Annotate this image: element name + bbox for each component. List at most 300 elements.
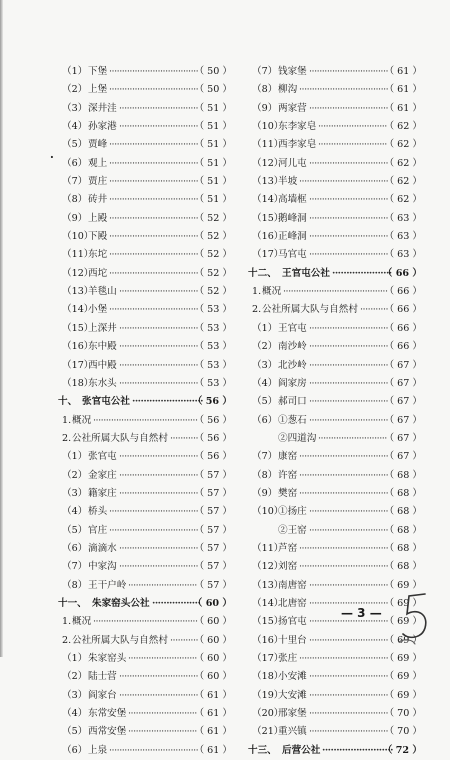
toc-entry-page: （ 53 ） bbox=[194, 377, 232, 389]
toc-entry bbox=[252, 338, 422, 356]
toc-entry-title: 籍家庄 bbox=[88, 487, 117, 499]
toc-entry bbox=[252, 687, 422, 705]
toc-entry-number: （4） bbox=[62, 506, 88, 518]
toc-entry-page: （ 53 ） bbox=[194, 322, 232, 334]
toc-entry bbox=[62, 577, 232, 595]
toc-entry-title: 河儿屯 bbox=[278, 157, 307, 169]
toc-entry-number: （4） bbox=[62, 708, 88, 720]
toc-entry bbox=[62, 173, 232, 191]
toc-entry bbox=[62, 265, 232, 283]
toc-entry-title: 北沙岭 bbox=[278, 359, 307, 371]
toc-leader-dots: ······························· bbox=[309, 322, 389, 334]
toc-entry-number: （1） bbox=[62, 451, 88, 463]
toc-entry-number: （2） bbox=[252, 341, 278, 353]
toc-leader-dots: ··································· bbox=[299, 653, 389, 664]
page-edge-shadow bbox=[0, 0, 3, 657]
toc-entry-title: 观上 bbox=[88, 157, 108, 169]
toc-entry-number: （4） bbox=[62, 121, 88, 133]
toc-entry-title: 北唐窑 bbox=[278, 597, 307, 609]
toc-leader-dots: ······························· bbox=[119, 341, 199, 353]
toc-entry-page: （ 68 ） bbox=[384, 561, 422, 573]
toc-leader-dots: ··········· bbox=[170, 432, 199, 444]
toc-leader-dots: ····················· bbox=[332, 267, 392, 279]
toc-entry-number: （12） bbox=[252, 561, 284, 573]
toc-entry-title: 柳沟 bbox=[278, 84, 298, 96]
toc-entry-title: 金家庄 bbox=[88, 469, 117, 481]
toc-column-left bbox=[58, 63, 232, 760]
toc-entry-page: （ 67 ） bbox=[384, 414, 422, 426]
toc-entry-number: （5） bbox=[62, 139, 88, 151]
toc-entry-number: （16） bbox=[252, 231, 284, 243]
toc-entry-title: 孙家港 bbox=[88, 121, 117, 133]
toc-entry bbox=[62, 136, 232, 154]
toc-entry-page: （ 51 ） bbox=[194, 139, 232, 151]
toc-entry-page: （ 57 ） bbox=[194, 506, 232, 518]
toc-entry-title: 刘窑 bbox=[278, 561, 298, 573]
toc-entry-title: 朱家窑头公社 bbox=[92, 597, 150, 609]
toc-entry-page: （ 51 ） bbox=[194, 176, 232, 188]
toc-entry-page: （ 70 ） bbox=[384, 726, 422, 738]
toc-entry-number: （9） bbox=[62, 212, 88, 224]
toc-entry-title: 两家营 bbox=[278, 102, 307, 114]
toc-entry-page: （ 62 ） bbox=[384, 157, 422, 169]
toc-leader-dots: ··································· bbox=[299, 84, 389, 96]
toc-entry-title: 公社所属大队与自然村 bbox=[72, 634, 168, 646]
toc-entry bbox=[252, 668, 422, 686]
toc-entry-title: 概况 bbox=[72, 414, 92, 426]
toc-entry-page: （ 69 ） bbox=[384, 689, 422, 701]
toc-section-heading bbox=[58, 595, 232, 613]
toc-entry-title: 桥头 bbox=[88, 506, 108, 518]
toc-entry-number: 2. bbox=[62, 634, 72, 646]
toc-leader-dots: ··································· bbox=[109, 267, 199, 279]
toc-entry-page: （ 61 ） bbox=[194, 726, 232, 738]
toc-entry-page: （ 51 ） bbox=[194, 121, 232, 133]
toc-entry-title: 东中殿 bbox=[88, 341, 117, 353]
toc-entry-number: （2） bbox=[62, 671, 88, 683]
toc-entry bbox=[62, 412, 232, 430]
toc-entry bbox=[62, 485, 232, 503]
toc-entry-page: （ 60 ） bbox=[192, 597, 232, 609]
toc-entry-number: （7） bbox=[62, 176, 88, 188]
toc-entry-title: 概况 bbox=[72, 616, 92, 628]
toc-leader-dots: ······························· bbox=[119, 102, 199, 114]
toc-entry-page: （ 61 ） bbox=[194, 689, 232, 701]
toc-entry bbox=[252, 705, 422, 723]
toc-entry-number: （15） bbox=[252, 616, 284, 628]
toc-leader-dots: ······························· bbox=[119, 322, 199, 334]
toc-entry-title: 上殿 bbox=[88, 212, 108, 224]
toc-entry bbox=[252, 522, 422, 540]
toc-entry bbox=[252, 485, 422, 503]
toc-leader-dots: ······························· bbox=[309, 524, 389, 536]
toc-entry-title: 陆士营 bbox=[88, 671, 117, 683]
toc-entry-number: （1） bbox=[252, 322, 278, 334]
toc-entry-page: （ 56 ） bbox=[194, 414, 232, 426]
toc-entry-page: （ 69 ） bbox=[384, 653, 422, 664]
toc-entry-page: （ 53 ） bbox=[194, 341, 232, 353]
toc-entry-number: （6） bbox=[62, 744, 88, 756]
toc-entry bbox=[62, 613, 232, 631]
toc-entry bbox=[62, 503, 232, 521]
toc-entry-page: （ 61 ） bbox=[384, 66, 422, 77]
toc-entry-title: 大安滩 bbox=[278, 689, 307, 701]
toc-entry-page: （ 69 ） bbox=[384, 597, 422, 609]
toc-entry-page: （ 66 ） bbox=[384, 286, 422, 298]
toc-entry-page: （ 66 ） bbox=[384, 322, 422, 334]
toc-leader-dots: ··································· bbox=[109, 231, 199, 243]
toc-entry-title: 鹅峰洞 bbox=[278, 212, 307, 224]
toc-entry-number: （10） bbox=[252, 506, 284, 518]
toc-entry-number: （16） bbox=[62, 341, 94, 353]
handwritten-number-mark bbox=[395, 588, 435, 648]
toc-entry-number: （4） bbox=[252, 377, 278, 389]
toc-entry bbox=[252, 503, 422, 521]
toc-entry-page: （ 52 ） bbox=[194, 212, 232, 224]
toc-entry bbox=[62, 210, 232, 228]
toc-leader-dots: ··································· bbox=[299, 487, 389, 499]
toc-leader-dots: ··································· bbox=[109, 194, 199, 206]
toc-entry-page: （ 53 ） bbox=[194, 304, 232, 316]
toc-leader-dots: ······························· bbox=[309, 66, 389, 77]
toc-entry bbox=[62, 540, 232, 558]
toc-leader-dots: ······························· bbox=[309, 231, 389, 243]
toc-entry-title: ②四道沟 bbox=[278, 432, 317, 444]
toc-leader-dots: ······························· bbox=[119, 451, 199, 463]
toc-entry bbox=[252, 173, 422, 191]
toc-entry-page: （ 57 ） bbox=[194, 469, 232, 481]
toc-entry-page: （ 52 ） bbox=[194, 286, 232, 298]
toc-leader-dots: ··································· bbox=[109, 176, 199, 188]
toc-leader-dots: ························· bbox=[132, 396, 204, 408]
toc-entry-title: 康窑 bbox=[278, 451, 298, 463]
toc-entry bbox=[62, 558, 232, 576]
toc-entry-title: 公社所属大队与自然村 bbox=[72, 432, 168, 444]
toc-entry-number: （6） bbox=[62, 157, 88, 169]
toc-section-heading bbox=[58, 393, 232, 411]
toc-leader-dots: ······························· bbox=[119, 689, 199, 701]
toc-entry bbox=[252, 540, 422, 558]
toc-entry-title: 东坨 bbox=[88, 249, 108, 261]
toc-leader-dots: ··································· bbox=[109, 744, 199, 756]
toc-entry-number: （7） bbox=[252, 451, 278, 463]
toc-entry-number: （20） bbox=[252, 708, 284, 720]
toc-entry-number: （13） bbox=[252, 176, 284, 188]
toc-section-heading bbox=[248, 265, 422, 283]
toc-entry-title: ①扬庄 bbox=[278, 506, 307, 518]
toc-entry bbox=[62, 668, 232, 686]
toc-entry-number: （16） bbox=[252, 634, 284, 646]
toc-entry-page: （ 62 ） bbox=[384, 139, 422, 151]
toc-entry-page: （ 68 ） bbox=[384, 469, 422, 481]
toc-entry-number: （3） bbox=[252, 359, 278, 371]
toc-entry-number: （8） bbox=[62, 579, 88, 591]
toc-entry-page: （ 61 ） bbox=[194, 708, 232, 720]
toc-entry bbox=[252, 210, 422, 228]
toc-entry bbox=[252, 723, 422, 741]
toc-entry-page: （ 57 ） bbox=[194, 542, 232, 554]
toc-entry-page: （ 53 ） bbox=[194, 359, 232, 371]
toc-leader-dots: ········································· bbox=[93, 616, 198, 628]
toc-entry-number: 十二、 bbox=[248, 267, 277, 279]
toc-entry-number: （7） bbox=[252, 66, 278, 77]
toc-entry bbox=[62, 81, 232, 99]
toc-entry-title: 张官屯 bbox=[88, 451, 117, 463]
toc-entry bbox=[62, 375, 232, 393]
toc-entry-title: 下堡 bbox=[88, 66, 108, 77]
toc-entry-page: （ 52 ） bbox=[194, 267, 232, 279]
toc-entry-title: 钱家堡 bbox=[278, 66, 307, 77]
toc-entry-title: 张官屯公社 bbox=[82, 396, 130, 408]
toc-entry-number: （3） bbox=[62, 689, 88, 701]
toc-leader-dots: ······························· bbox=[119, 542, 199, 554]
toc-entry-number: （10） bbox=[252, 121, 284, 133]
toc-entry-page: （ 50 ） bbox=[194, 84, 232, 96]
toc-entry-page: （ 63 ） bbox=[384, 212, 422, 224]
toc-leader-dots: ······························· bbox=[309, 341, 389, 353]
toc-entry-number: 2. bbox=[252, 304, 262, 316]
toc-entry-title: 公社所属大队与自然村 bbox=[262, 304, 358, 316]
toc-leader-dots: ······························· bbox=[309, 579, 389, 591]
toc-section-heading bbox=[248, 742, 422, 760]
toc-entry-number: （17） bbox=[62, 359, 94, 371]
toc-entry-page: （ 60 ） bbox=[194, 671, 232, 683]
toc-entry-title: 邢家堡 bbox=[278, 708, 307, 720]
toc-entry bbox=[62, 467, 232, 485]
toc-entry-number: （1） bbox=[62, 66, 88, 77]
toc-entry-title: 十里台 bbox=[278, 634, 307, 646]
toc-leader-dots: ······························· bbox=[309, 102, 389, 114]
toc-leader-dots: ········································· bbox=[93, 414, 198, 426]
toc-entry-title: 半坡 bbox=[278, 176, 298, 188]
toc-entry-number: 1. bbox=[62, 616, 72, 628]
toc-entry-title: 上深井 bbox=[88, 322, 117, 334]
toc-entry bbox=[62, 228, 232, 246]
toc-leader-dots: ··························· bbox=[318, 139, 387, 151]
toc-entry-page: （ 51 ） bbox=[194, 194, 232, 206]
toc-entry-page: （ 68 ） bbox=[384, 506, 422, 518]
toc-entry bbox=[252, 448, 422, 466]
toc-entry-number: （7） bbox=[62, 561, 88, 573]
toc-entry-page: （ 51 ） bbox=[194, 157, 232, 169]
toc-leader-dots: ··········· bbox=[360, 304, 389, 316]
toc-entry-title: 东水头 bbox=[88, 377, 117, 389]
toc-entry bbox=[62, 632, 232, 650]
toc-entry-page: （ 68 ） bbox=[384, 487, 422, 499]
toc-entry bbox=[62, 283, 232, 301]
toc-entry-page: （ 66 ） bbox=[384, 304, 422, 316]
toc-leader-dots: ······························· bbox=[119, 561, 199, 573]
toc-entry-title: 羊毯山 bbox=[88, 286, 117, 298]
toc-entry-page: （ 63 ） bbox=[384, 249, 422, 261]
toc-entry bbox=[252, 136, 422, 154]
toc-entry bbox=[252, 650, 422, 668]
toc-entry-number: 十三、 bbox=[248, 744, 277, 756]
toc-entry-page: （ 62 ） bbox=[384, 121, 422, 133]
toc-leader-dots: ······························· bbox=[309, 414, 389, 426]
toc-entry bbox=[252, 283, 422, 301]
toc-leader-dots: ······························· bbox=[309, 249, 389, 261]
toc-entry-title: 小安滩 bbox=[278, 671, 307, 683]
toc-entry-page: （ 56 ） bbox=[194, 451, 232, 463]
toc-entry-title: 深井洼 bbox=[88, 102, 117, 114]
toc-entry-page: （ 57 ） bbox=[194, 524, 232, 536]
toc-leader-dots: ··································· bbox=[109, 157, 199, 169]
page-number: — 3 — bbox=[341, 606, 382, 620]
toc-leader-dots: ······························· bbox=[309, 377, 389, 389]
toc-entry bbox=[252, 393, 422, 411]
toc-entry bbox=[62, 448, 232, 466]
toc-entry-number: （18） bbox=[252, 671, 284, 683]
toc-entry bbox=[252, 558, 422, 576]
toc-entry-title: 王官屯 bbox=[278, 322, 307, 334]
toc-leader-dots: ··························· bbox=[318, 432, 387, 444]
toc-entry-title: 东李家皂 bbox=[278, 121, 317, 133]
toc-leader-dots: ······························· bbox=[309, 689, 389, 701]
toc-entry-number: （2） bbox=[62, 469, 88, 481]
toc-leader-dots: ······························· bbox=[309, 616, 389, 628]
toc-entry-title: 西李家皂 bbox=[278, 139, 317, 151]
toc-leader-dots: ························· bbox=[322, 744, 394, 756]
toc-entry-number: 2. bbox=[62, 432, 72, 444]
toc-entry bbox=[252, 191, 422, 209]
toc-leader-dots: ······························· bbox=[309, 506, 389, 518]
toc-leader-dots: ··························· bbox=[128, 653, 197, 664]
toc-entry bbox=[62, 705, 232, 723]
toc-leader-dots: ······························· bbox=[309, 194, 389, 206]
toc-entry-page: （ 68 ） bbox=[384, 542, 422, 554]
toc-leader-dots: ··································· bbox=[109, 139, 199, 151]
toc-entry-number: （15） bbox=[62, 322, 94, 334]
toc-entry bbox=[62, 63, 232, 81]
toc-entry-page: （ 52 ） bbox=[194, 231, 232, 243]
toc-entry-page: （ 72 ） bbox=[382, 744, 422, 756]
toc-entry-page: （ 69 ） bbox=[384, 616, 422, 628]
toc-entry-number: （11） bbox=[252, 139, 284, 151]
toc-entry bbox=[252, 118, 422, 136]
toc-entry bbox=[62, 246, 232, 264]
toc-entry-title: 贾庄 bbox=[88, 176, 108, 188]
toc-entry-title: 上泉 bbox=[88, 744, 108, 756]
toc-entry-number: （14） bbox=[252, 194, 284, 206]
toc-entry-number: （11） bbox=[62, 249, 94, 261]
toc-leader-dots: ······························· bbox=[119, 286, 199, 298]
toc-entry-title: 西坨 bbox=[88, 267, 108, 279]
toc-entry-number: 十、 bbox=[58, 396, 78, 408]
toc-entry-number: （14） bbox=[62, 304, 94, 316]
toc-leader-dots: ··································· bbox=[299, 451, 389, 463]
toc-entry-number: （8） bbox=[62, 194, 88, 206]
toc-entry-page: （ 51 ） bbox=[194, 102, 232, 114]
toc-entry-page: （ 66 ） bbox=[382, 267, 422, 279]
toc-leader-dots: ··································· bbox=[299, 469, 389, 481]
toc-leader-dots: ······························· bbox=[119, 121, 199, 133]
toc-entry-title: 朱家窑头 bbox=[88, 653, 127, 664]
toc-entry-page: （ 61 ） bbox=[384, 84, 422, 96]
toc-leader-dots: ··································· bbox=[299, 561, 389, 573]
toc-entry-number: （8） bbox=[252, 469, 278, 481]
toc-entry bbox=[62, 301, 232, 319]
toc-entry bbox=[62, 320, 232, 338]
toc-entry-page: （ 68 ） bbox=[384, 524, 422, 536]
toc-entry-page: （ 67 ） bbox=[384, 359, 422, 371]
toc-entry bbox=[252, 430, 422, 448]
toc-entry-page: （ 67 ） bbox=[384, 396, 422, 408]
stray-dot-mark: · bbox=[50, 151, 54, 164]
toc-entry bbox=[62, 338, 232, 356]
toc-leader-dots: ······························· bbox=[309, 726, 389, 738]
toc-entry bbox=[252, 155, 422, 173]
toc-entry-number: （9） bbox=[252, 487, 278, 499]
toc-entry bbox=[62, 650, 232, 668]
toc-entry bbox=[252, 357, 422, 375]
toc-entry bbox=[62, 357, 232, 375]
toc-entry-number: （6） bbox=[62, 542, 88, 554]
toc-entry-page: （ 69 ） bbox=[384, 671, 422, 683]
toc-entry-title: 下殿 bbox=[88, 231, 108, 243]
toc-entry-page: （ 56 ） bbox=[194, 432, 232, 444]
toc-leader-dots: ······························· bbox=[309, 634, 389, 646]
toc-entry-page: （ 62 ） bbox=[384, 176, 422, 188]
toc-leader-dots: ··································· bbox=[109, 66, 199, 77]
toc-entry-title: 张庄 bbox=[278, 653, 298, 664]
toc-leader-dots: ··································· bbox=[109, 249, 199, 261]
toc-entry-title: 阎家房 bbox=[278, 377, 307, 389]
toc-entry-title: 东常安堡 bbox=[88, 708, 127, 720]
toc-entry-page: （ 62 ） bbox=[384, 194, 422, 206]
toc-entry bbox=[252, 228, 422, 246]
toc-leader-dots: ······························· bbox=[309, 671, 389, 683]
toc-entry bbox=[62, 742, 232, 760]
toc-entry-page: （ 67 ） bbox=[384, 377, 422, 389]
toc-entry-title: 南沙岭 bbox=[278, 341, 307, 353]
toc-entry-page: （ 60 ） bbox=[194, 616, 232, 628]
toc-entry-number: （3） bbox=[62, 102, 88, 114]
toc-entry bbox=[252, 320, 422, 338]
toc-entry-title: 樊窑 bbox=[278, 487, 298, 499]
toc-entry-number: （17） bbox=[252, 653, 284, 664]
toc-entry-title: 芦窑 bbox=[278, 542, 298, 554]
toc-leader-dots: ··························· bbox=[128, 579, 197, 591]
toc-leader-dots: ··································· bbox=[109, 84, 199, 96]
toc-leader-dots: ··························· bbox=[128, 708, 197, 720]
toc-entry-number: （12） bbox=[62, 267, 94, 279]
toc-entry-page: （ 57 ） bbox=[194, 579, 232, 591]
toc-entry-number: 1. bbox=[252, 286, 262, 298]
toc-leader-dots: ··································· bbox=[299, 542, 389, 554]
toc-entry-title: 郝司口 bbox=[278, 396, 307, 408]
toc-leader-dots: ··························· bbox=[318, 121, 387, 133]
toc-entry-number: （12） bbox=[252, 157, 284, 169]
toc-entry-title: 后营公社 bbox=[282, 744, 321, 756]
toc-entry-page: （ 61 ） bbox=[194, 744, 232, 756]
toc-entry-number: （8） bbox=[252, 84, 278, 96]
toc-leader-dots: ······························· bbox=[119, 487, 199, 499]
toc-entry-page: （ 61 ） bbox=[384, 102, 422, 114]
toc-entry-page: （ 50 ） bbox=[194, 66, 232, 77]
toc-entry-title: 官庄 bbox=[88, 524, 108, 536]
toc-leader-dots: ········································· bbox=[283, 286, 388, 298]
toc-entry-title: 马官屯 bbox=[278, 249, 307, 261]
toc-entry-number: （5） bbox=[62, 726, 88, 738]
toc-entry-title: 上堡 bbox=[88, 84, 108, 96]
toc-entry-page: （ 63 ） bbox=[384, 231, 422, 243]
toc-entry-page: （ 70 ） bbox=[384, 708, 422, 720]
toc-entry-number: （14） bbox=[252, 597, 284, 609]
toc-entry-page: （ 67 ） bbox=[384, 432, 422, 444]
toc-entry-title: 滴滴水 bbox=[88, 542, 117, 554]
toc-entry-title: 许窑 bbox=[278, 469, 298, 481]
